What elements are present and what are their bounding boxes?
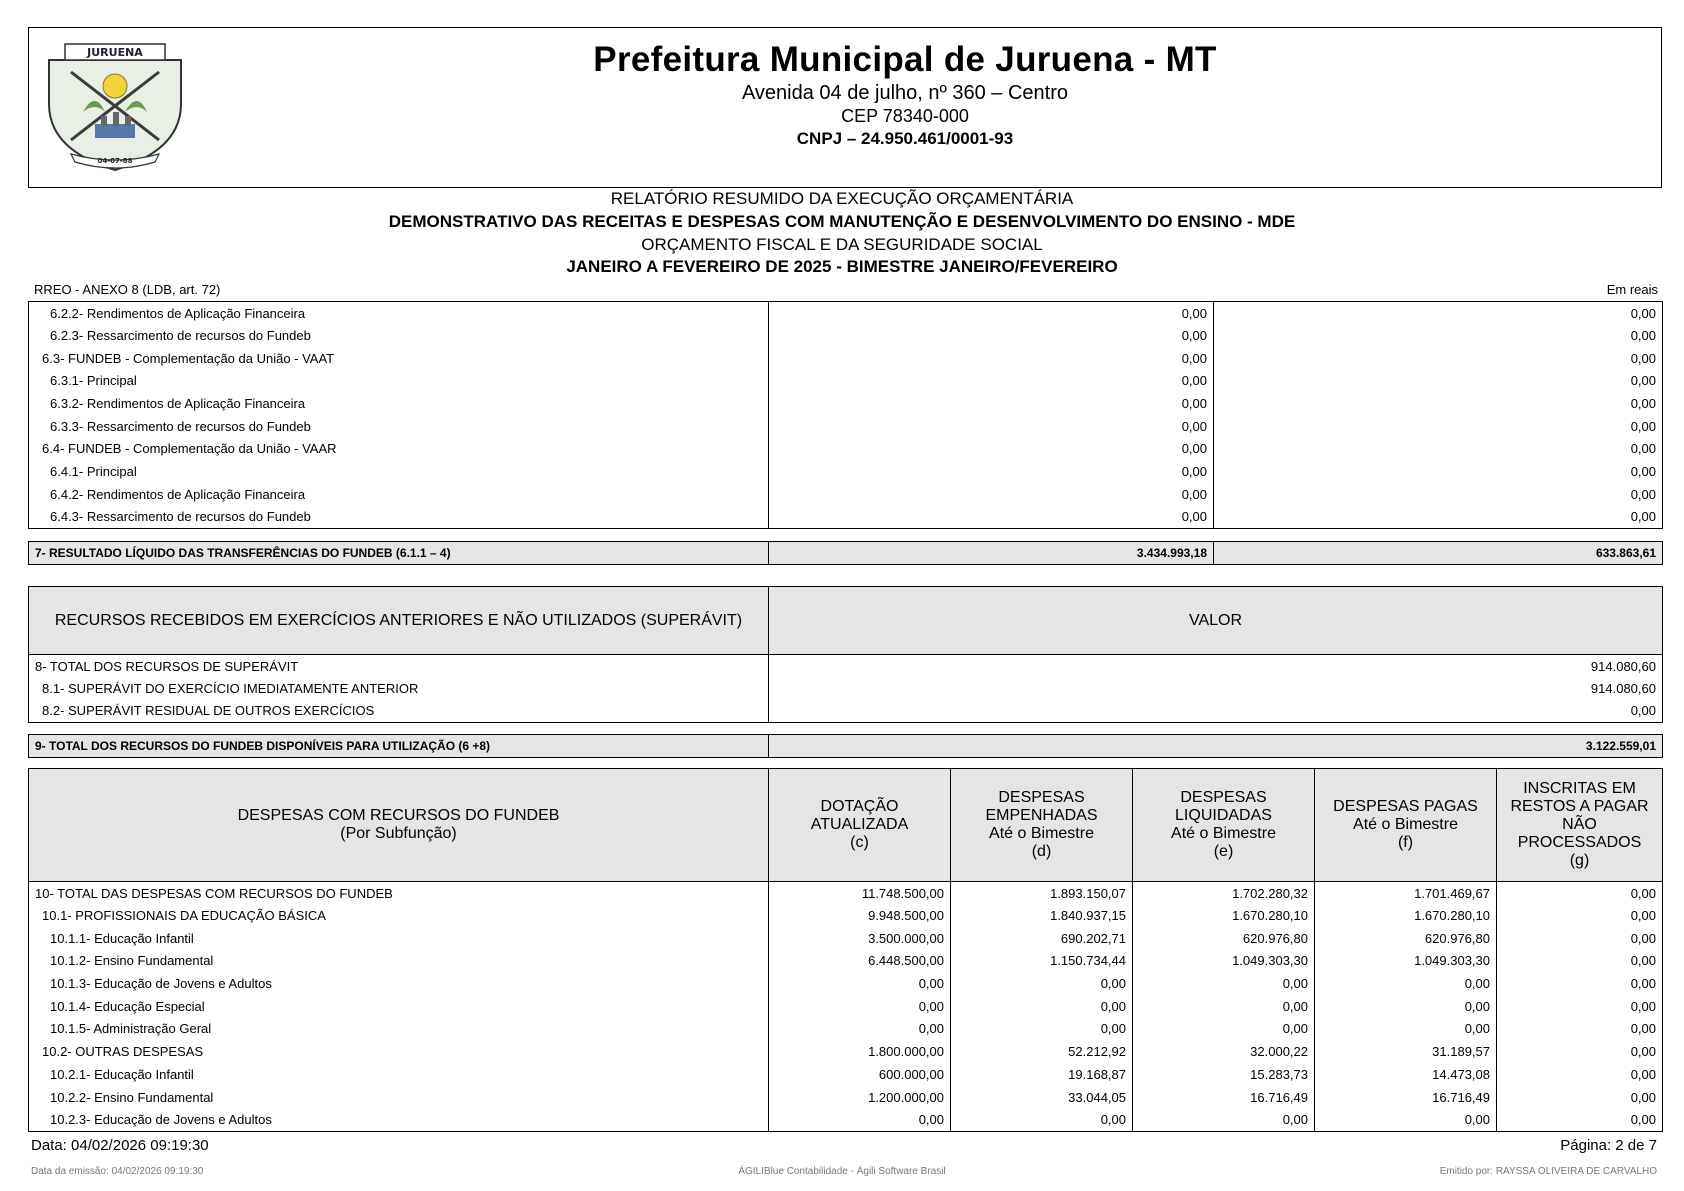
row-value: 0,00: [1214, 347, 1663, 370]
cnpj-line: CNPJ – 24.950.461/0001-93: [796, 129, 1014, 148]
row-label: 6.4.3- Ressarcimento de recursos do Fundeb: [50, 509, 311, 525]
row-value: 3.122.559,01: [769, 735, 1663, 758]
table-row: [29, 415, 1663, 438]
row-value: 0,00: [1315, 1018, 1497, 1041]
row-label: 10.2- OUTRAS DESPESAS: [42, 1044, 204, 1060]
row-value: 0,00: [769, 460, 1214, 483]
row-value: 620.976,80: [1315, 927, 1497, 950]
table-row: [29, 1018, 1663, 1041]
row-value: 0,00: [769, 700, 1663, 723]
table-row: [29, 735, 1663, 758]
column-header-empenhadas: DESPESAS EMPENHADAS Até o Bimestre (d): [951, 769, 1133, 882]
row-value: 0,00: [951, 1108, 1133, 1131]
annex-label: RREO - ANEXO 8 (LDB, art. 72): [34, 282, 221, 297]
table-row: [29, 347, 1663, 370]
row-value: 0,00: [1315, 972, 1497, 995]
table-row: [29, 904, 1663, 927]
row-value: 633.863,61: [1214, 542, 1663, 565]
row-value: 0,00: [769, 392, 1214, 415]
row-value: 0,00: [1133, 972, 1315, 995]
table-row: [29, 1086, 1663, 1109]
row-label: 10- TOTAL DAS DESPESAS COM RECURSOS DO FUNDEB: [35, 885, 393, 901]
table-row: [29, 1063, 1663, 1086]
row-label: 6.3.1- Principal: [50, 373, 137, 389]
row-value: 9.948.500,00: [769, 904, 951, 927]
row-value: 0,00: [1214, 460, 1663, 483]
row-value: 19.168,87: [951, 1063, 1133, 1086]
row-label: 6.3.3- Ressarcimento de recursos do Fundeb: [50, 418, 311, 434]
row-value: 0,00: [769, 302, 1214, 325]
row-value: 11.748.500,00: [769, 882, 951, 905]
column-header-restos-a-pagar: INSCRITAS EM RESTOS A PAGAR NÃO PROCESSADOS (g): [1497, 769, 1663, 882]
row-value: 1.200.000,00: [769, 1086, 951, 1109]
row-value: 0,00: [1315, 995, 1497, 1018]
row-value: 0,00: [1133, 1018, 1315, 1041]
row-value: 914.080,60: [769, 655, 1663, 678]
row-value: 0,00: [769, 483, 1214, 506]
row-value: 0,00: [1497, 950, 1663, 973]
row-value: 0,00: [1497, 1063, 1663, 1086]
row-label: 10.1.4- Educação Especial: [50, 998, 205, 1014]
row-value: 0,00: [1214, 302, 1663, 325]
table-row: [29, 1040, 1663, 1063]
footer-software: ÁGILIBlue Contabilidade - Ágili Software Brasil: [738, 1166, 946, 1177]
row-label: 6.4.2- Rendimentos de Aplicação Financeira: [50, 486, 306, 502]
row-value: 1.893.150,07: [951, 882, 1133, 905]
row-value: 0,00: [769, 1018, 951, 1041]
address-line: Avenida 04 de julho, nº 360 – Centro: [741, 82, 1069, 104]
row-label: 6.4- FUNDEB - Complementação da União - VAAR: [42, 441, 337, 457]
table-row: [29, 506, 1663, 529]
report-title-2: DEMONSTRATIVO DAS RECEITAS E DESPESAS COM MANUTENÇÃO E DESENVOLVIMENTO DO ENSINO - MDE: [388, 212, 1296, 231]
row-label: 10.1.2- Ensino Fundamental: [50, 953, 214, 969]
table-row: [29, 700, 1663, 723]
footer-page-number: Página: 2 de 7: [1560, 1137, 1657, 1154]
superavit-table: [28, 586, 1663, 723]
row-value: 0,00: [769, 347, 1214, 370]
row-value: 0,00: [1214, 370, 1663, 393]
row-value: 15.283,73: [1133, 1063, 1315, 1086]
table-row: [29, 483, 1663, 506]
row-value: 0,00: [1214, 415, 1663, 438]
row-value: 0,00: [1214, 324, 1663, 347]
row-label: 6.3- FUNDEB - Complementação da União - VAAT: [42, 350, 335, 366]
footer-date: Data: 04/02/2026 09:19:30: [31, 1137, 209, 1154]
row-label: 8- TOTAL DOS RECURSOS DE SUPERÁVIT: [35, 658, 299, 674]
report-title-4: JANEIRO A FEVEREIRO DE 2025 - BIMESTRE JANEIRO/FEVEREIRO: [566, 257, 1118, 276]
table-row: [29, 995, 1663, 1018]
row-value: 914.080,60: [769, 677, 1663, 700]
row-value: 16.716,49: [1315, 1086, 1497, 1109]
column-header: RECURSOS RECEBIDOS EM EXERCÍCIOS ANTERIORES E NÃO UTILIZADOS (SUPERÁVIT): [54, 611, 743, 629]
row-value: 0,00: [1315, 1108, 1497, 1131]
row-value: 1.701.469,67: [1315, 882, 1497, 905]
row-value: 0,00: [1497, 1040, 1663, 1063]
row-label: 6.3.2- Rendimentos de Aplicação Financeira: [50, 396, 306, 412]
fundeb-transfers-table: [28, 301, 1663, 529]
row-label: 10.1.1- Educação Infantil: [50, 930, 194, 946]
row-value: 0,00: [951, 1018, 1133, 1041]
row-value: 1.800.000,00: [769, 1040, 951, 1063]
row-value: 0,00: [1497, 882, 1663, 905]
column-header-pagas: DESPESAS PAGAS Até o Bimestre (f): [1315, 769, 1497, 882]
prefecture-title: Prefeitura Municipal de Juruena - MT: [593, 40, 1217, 79]
table-header-row: [29, 769, 1663, 882]
cep-line: CEP 78340-000: [841, 106, 969, 126]
table-row: [29, 927, 1663, 950]
crest-date: 04-07-88: [97, 157, 133, 165]
table-row: [29, 882, 1663, 905]
row-value: 0,00: [1497, 995, 1663, 1018]
unit-label: Em reais: [1606, 282, 1658, 297]
row-value: 0,00: [769, 415, 1214, 438]
row-value: 52.212,92: [951, 1040, 1133, 1063]
row-value: 1.049.303,30: [1133, 950, 1315, 973]
row-label: 9- TOTAL DOS RECURSOS DO FUNDEB DISPONÍVEIS PARA UTILIZAÇÃO (6 +8): [35, 738, 491, 753]
row-value: 0,00: [769, 995, 951, 1018]
row-value: 0,00: [1214, 438, 1663, 461]
table-header-row: [29, 587, 1663, 655]
row-label: 8.2- SUPERÁVIT RESIDUAL DE OUTROS EXERCÍCIOS: [42, 703, 375, 719]
report-title-3: ORÇAMENTO FISCAL E DA SEGURIDADE SOCIAL: [641, 235, 1043, 254]
row-value: 0,00: [1214, 506, 1663, 529]
letterhead: [28, 27, 1662, 188]
row-value: 31.189,57: [1315, 1040, 1497, 1063]
total-fundeb-table: [28, 734, 1663, 758]
footer-emission-date: Data da emissão: 04/02/2026 09:19:30: [31, 1166, 204, 1177]
row-value: 3.500.000,00: [769, 927, 951, 950]
footer-issuer: Emitido por: RAYSSA OLIVEIRA DE CARVALHO: [1439, 1166, 1657, 1177]
row-label: 6.2.2- Rendimentos de Aplicação Financeira: [50, 305, 306, 321]
column-header-subfuncao: DESPESAS COM RECURSOS DO FUNDEB (Por Subfunção): [237, 807, 560, 842]
row-value: 33.044,05: [951, 1086, 1133, 1109]
row-value: 0,00: [1497, 927, 1663, 950]
row-label: 6.4.1- Principal: [50, 464, 137, 480]
row-value: 0,00: [769, 972, 951, 995]
table-row: [29, 1108, 1663, 1131]
row-value: 6.448.500,00: [769, 950, 951, 973]
report-title-1: RELATÓRIO RESUMIDO DA EXECUÇÃO ORÇAMENTÁRIA: [610, 189, 1074, 208]
row-value: 3.434.993,18: [769, 542, 1214, 565]
row-value: 16.716,49: [1133, 1086, 1315, 1109]
row-label: 10.2.2- Ensino Fundamental: [50, 1089, 214, 1105]
row-value: 1.670.280,10: [1315, 904, 1497, 927]
row-value: 0,00: [1214, 483, 1663, 506]
row-value: 0,00: [1497, 1086, 1663, 1109]
row-value: 0,00: [1133, 1108, 1315, 1131]
row-label: 10.2.3- Educação de Jovens e Adultos: [50, 1111, 272, 1127]
column-header-dotacao: DOTAÇÃO ATUALIZADA (c): [769, 769, 951, 882]
table-row: [29, 302, 1663, 325]
row-value: 32.000,22: [1133, 1040, 1315, 1063]
resultado-table: [28, 541, 1663, 565]
row-value: 1.049.303,30: [1315, 950, 1497, 973]
row-value: 690.202,71: [951, 927, 1133, 950]
row-value: 0,00: [1497, 904, 1663, 927]
table-row: [29, 677, 1663, 700]
table-row: [29, 324, 1663, 347]
despesas-table: [28, 768, 1663, 1132]
row-label: 6.2.3- Ressarcimento de recursos do Fundeb: [50, 328, 311, 344]
row-value: 0,00: [1133, 995, 1315, 1018]
row-value: 1.840.937,15: [951, 904, 1133, 927]
table-row: [29, 370, 1663, 393]
row-value: 14.473,08: [1315, 1063, 1497, 1086]
row-label: 10.1.5- Administração Geral: [50, 1021, 212, 1037]
crest-label: JURUENA: [87, 46, 143, 59]
row-label: 8.1- SUPERÁVIT DO EXERCÍCIO IMEDIATAMENTE ANTERIOR: [42, 681, 419, 697]
row-label: 10.1.3- Educação de Jovens e Adultos: [50, 976, 272, 992]
row-label: 10.2.1- Educação Infantil: [50, 1066, 194, 1082]
row-label: 10.1- PROFISSIONAIS DA EDUCAÇÃO BÁSICA: [42, 908, 326, 924]
column-header: VALOR: [769, 587, 1663, 655]
row-value: 1.150.734,44: [951, 950, 1133, 973]
row-value: 0,00: [1497, 972, 1663, 995]
row-value: 0,00: [1497, 1018, 1663, 1041]
row-value: 0,00: [1497, 1108, 1663, 1131]
table-row: [29, 392, 1663, 415]
row-value: 0,00: [769, 370, 1214, 393]
table-row: [29, 972, 1663, 995]
row-value: 1.670.280,10: [1133, 904, 1315, 927]
row-value: 0,00: [769, 324, 1214, 347]
table-row: [29, 542, 1663, 565]
row-label: 7- RESULTADO LÍQUIDO DAS TRANSFERÊNCIAS DO FUNDEB (6.1.1 – 4): [35, 545, 451, 560]
table-row: [29, 655, 1663, 678]
row-value: 0,00: [769, 438, 1214, 461]
table-row: [29, 438, 1663, 461]
row-value: 0,00: [769, 1108, 951, 1131]
row-value: 600.000,00: [769, 1063, 951, 1086]
row-value: 620.976,80: [1133, 927, 1315, 950]
row-value: 0,00: [769, 506, 1214, 529]
row-value: 1.702.280,32: [1133, 882, 1315, 905]
column-header-liquidadas: DESPESAS LIQUIDADAS Até o Bimestre (e): [1133, 769, 1315, 882]
row-value: 0,00: [951, 995, 1133, 1018]
table-row: [29, 460, 1663, 483]
table-row: [29, 950, 1663, 973]
row-value: 0,00: [1214, 392, 1663, 415]
row-value: 0,00: [951, 972, 1133, 995]
